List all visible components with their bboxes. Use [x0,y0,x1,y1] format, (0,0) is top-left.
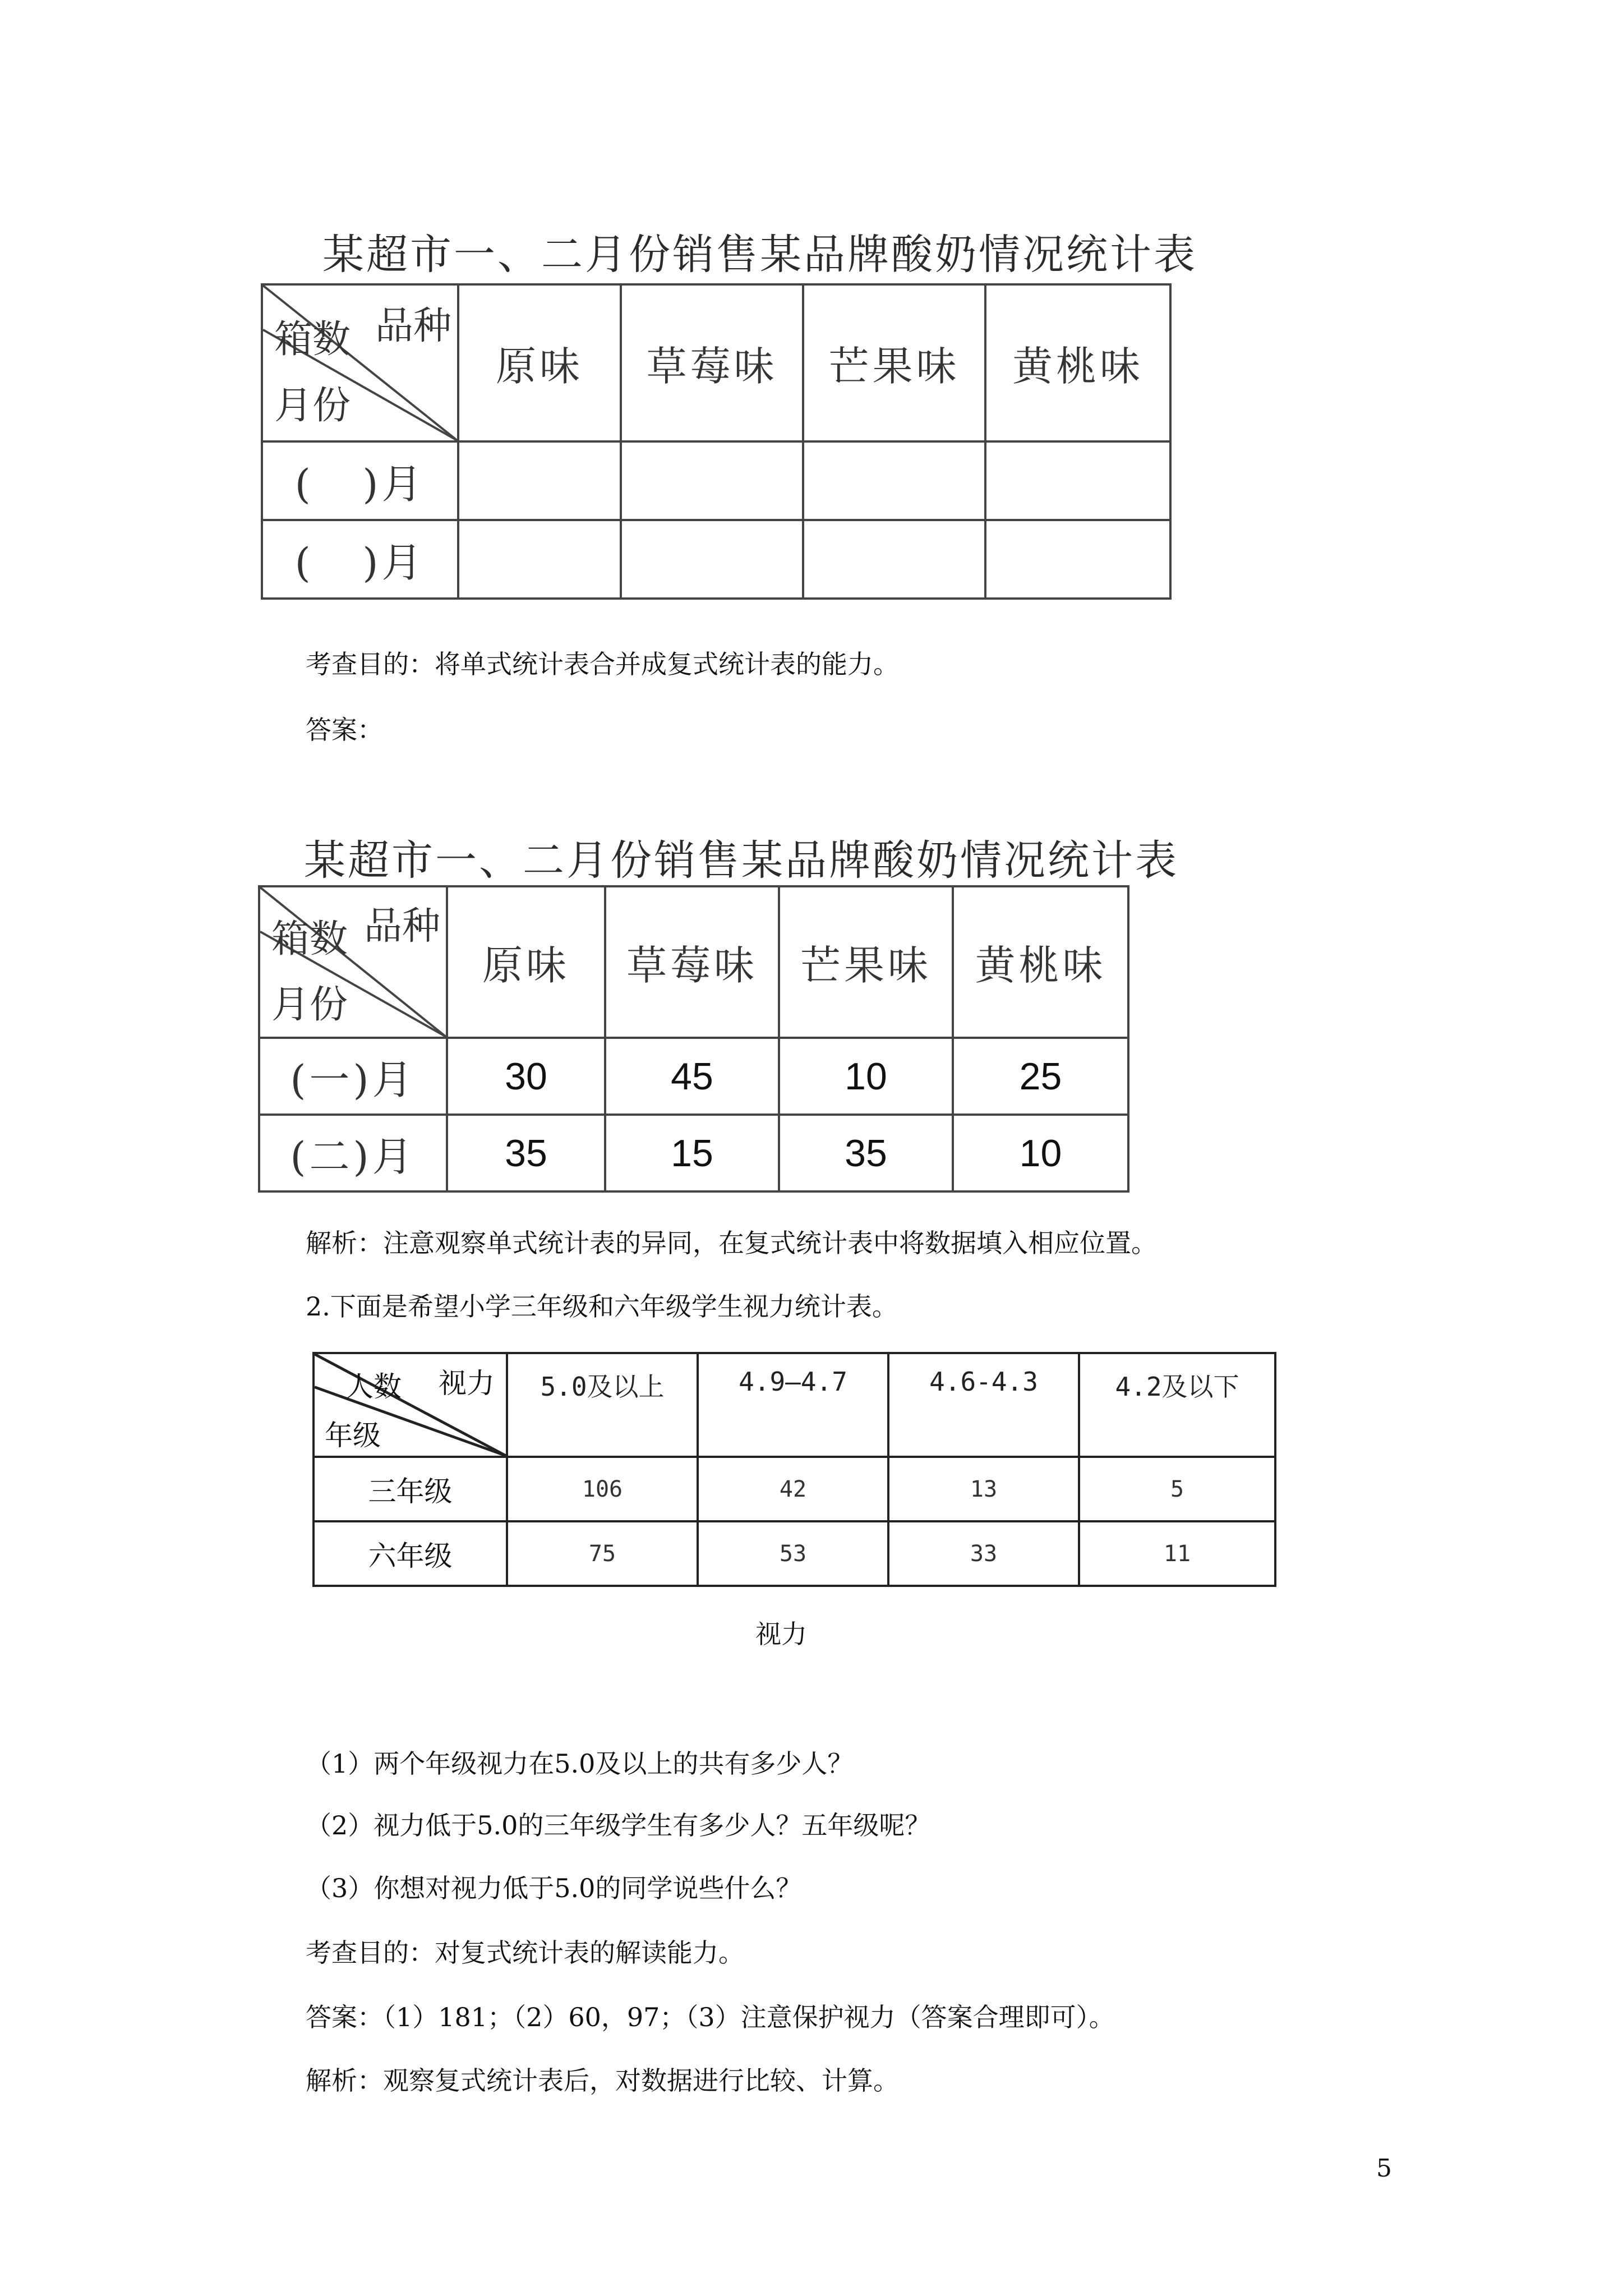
column-header: 草莓味 [605,886,779,1038]
corner-middle-label: 箱数 [271,917,348,961]
table-row [313,1457,1275,1521]
page-number: 5 [1376,2154,1392,2183]
purpose-text: 考查目的：将单式统计表合并成复式统计表的能力。 [306,649,899,679]
corner-top-right-label: 品种 [375,304,451,348]
column-header: 芒果味 [803,284,985,441]
table-row [262,520,1170,599]
table-cell: 106 [507,1457,698,1521]
table-cell [621,520,803,599]
row-label: (一)月 [259,1038,447,1115]
table-cell [458,520,621,599]
table-row [313,1521,1275,1586]
vision-table [312,1352,1276,1587]
table-cell: 25 [953,1038,1128,1115]
table-cell: 33 [888,1521,1079,1586]
column-header: 5.0及以上 [507,1353,698,1457]
corner-header-cell [259,886,447,1038]
table-cell: 53 [698,1521,888,1586]
analysis-text: 解析：注意观察单式统计表的异同，在复式统计表中将数据填入相应位置。 [306,1228,1157,1258]
corner-header-cell [262,284,458,441]
filled-sales-table [258,885,1129,1193]
table-cell [985,441,1170,520]
table-cell: 42 [698,1457,888,1521]
column-header: 草莓味 [621,284,803,441]
column-header: 原味 [447,886,605,1038]
table1-caption: 某超市一、二月份销售某品牌酸奶情况统计表 [322,231,1197,279]
corner-middle-label: 箱数 [274,318,351,362]
table-cell: 45 [605,1038,779,1115]
corner-bottom-left-label: 年级 [325,1419,381,1452]
table-cell: 13 [888,1457,1079,1521]
row-label: ( )月 [262,520,458,599]
table3-caption: 视力 [755,1619,807,1649]
question-item: （1）两个年级视力在5.0及以上的共有多少人？ [306,1749,854,1779]
corner-top-right-label: 视力 [439,1367,495,1400]
table-cell: 30 [447,1038,605,1115]
table-row [259,1115,1128,1191]
answer-label: 答案： [306,715,383,745]
row-label: 三年级 [313,1457,507,1521]
table-cell: 10 [953,1115,1128,1191]
column-header: 4.9—4.7 [698,1353,888,1457]
table-cell [458,441,621,520]
table-cell: 15 [605,1115,779,1191]
table-cell [621,441,803,520]
table-cell [803,520,985,599]
column-header: 黄桃味 [985,284,1170,441]
table-cell [803,441,985,520]
purpose-text: 考查目的：对复式统计表的解读能力。 [306,1938,744,1968]
table-row [262,441,1170,520]
column-header: 芒果味 [779,886,953,1038]
table-cell: 10 [779,1038,953,1115]
corner-top-right-label: 品种 [363,904,440,949]
answer-text: 答案：（1）181；（2）60，97；（3）注意保护视力（答案合理即可）。 [306,2002,1115,2032]
table2-caption: 某超市一、二月份销售某品牌酸奶情况统计表 [304,836,1179,885]
analysis-text: 解析：观察复式统计表后，对数据进行比较、计算。 [306,2065,899,2096]
column-header: 原味 [458,284,621,441]
column-header: 4.2及以下 [1079,1353,1275,1457]
question-item: （2）视力低于5.0的三年级学生有多少人？五年级呢？ [306,1810,931,1841]
row-label: (二)月 [259,1115,447,1191]
table-row [259,1038,1128,1115]
column-header: 黄桃味 [953,886,1128,1038]
corner-middle-label: 人数 [345,1370,402,1403]
table-cell: 35 [447,1115,605,1191]
table-cell [985,520,1170,599]
corner-bottom-left-label: 月份 [274,384,351,428]
row-label: 六年级 [313,1521,507,1586]
column-header: 4.6-4.3 [888,1353,1079,1457]
table-cell: 35 [779,1115,953,1191]
blank-sales-table [261,283,1172,600]
corner-header-cell [313,1353,507,1457]
table-cell: 75 [507,1521,698,1586]
table-cell: 11 [1079,1521,1275,1586]
question-item: （3）你想对视力低于5.0的同学说些什么？ [306,1873,802,1903]
row-label: ( )月 [262,441,458,520]
question-text: 2.下面是希望小学三年级和六年级学生视力统计表。 [306,1291,898,1322]
table-cell: 5 [1079,1457,1275,1521]
corner-bottom-left-label: 月份 [271,983,348,1027]
